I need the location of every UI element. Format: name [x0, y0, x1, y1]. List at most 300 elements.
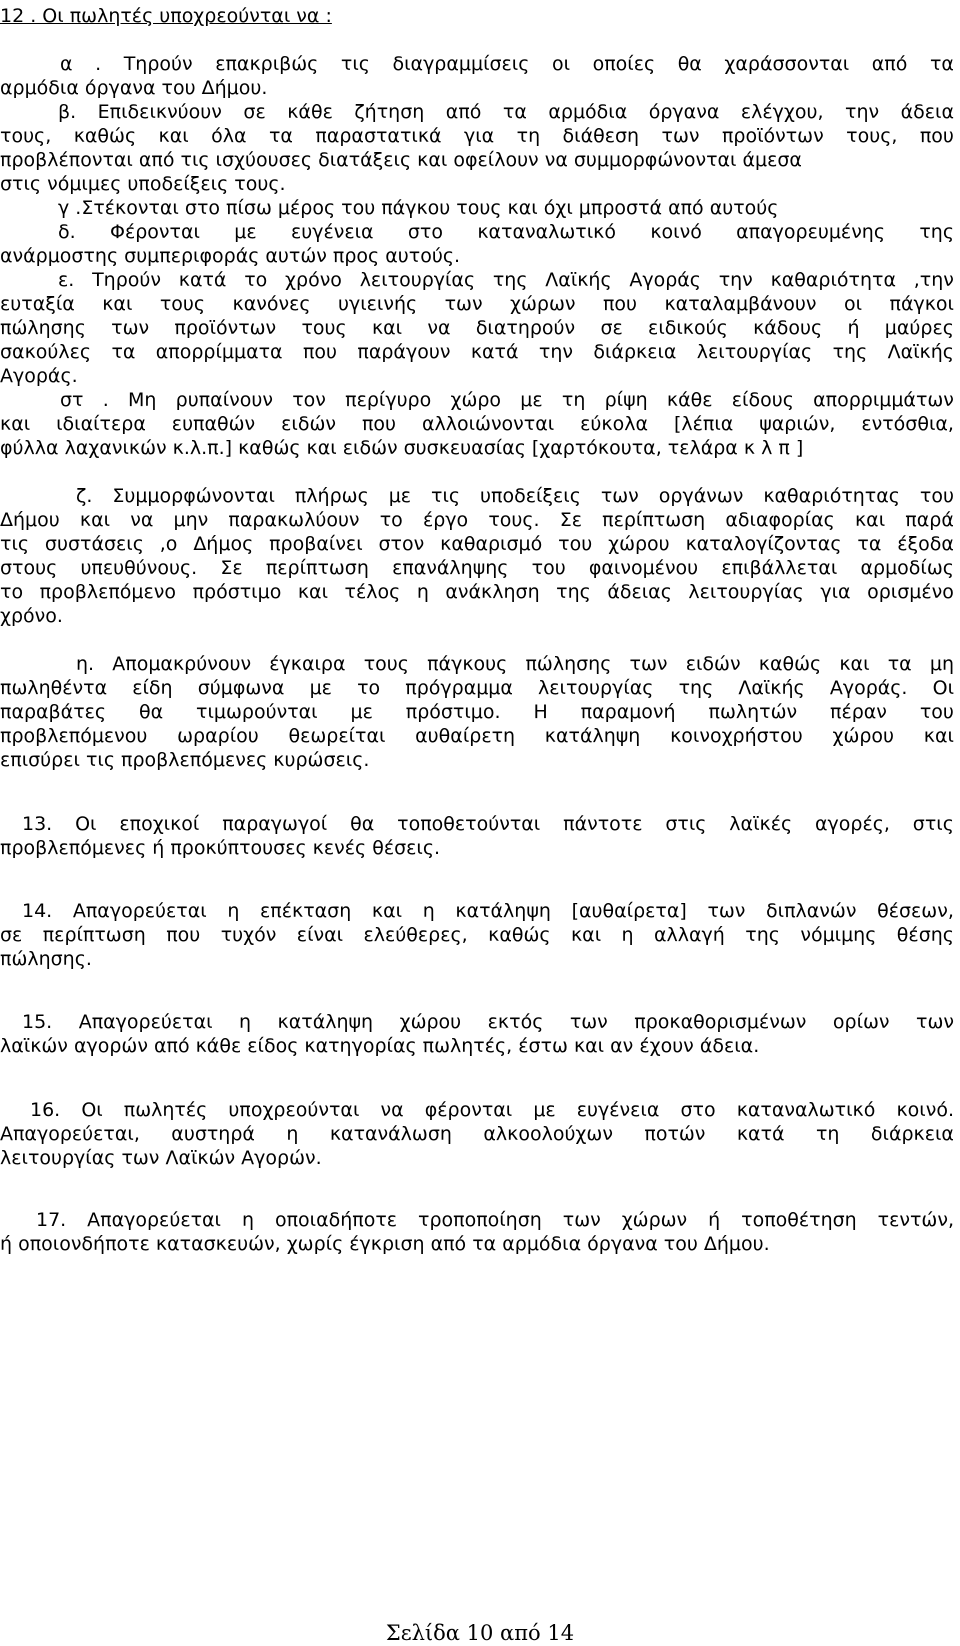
word: Οι	[75, 813, 97, 835]
word: του	[919, 485, 954, 507]
word: αλλαγή	[654, 924, 725, 946]
word: ρυπαίνουν	[175, 389, 273, 411]
word: των	[562, 1209, 601, 1231]
word: τα	[887, 653, 912, 675]
word: κάθε	[287, 101, 333, 123]
word: Τηρούν	[123, 53, 193, 75]
word: ειδών	[281, 413, 336, 435]
word: τοποθέτηση	[741, 1209, 857, 1231]
word: ευγένεια	[576, 1099, 660, 1121]
word: να	[427, 317, 451, 339]
word: και	[297, 581, 329, 603]
word: των	[629, 653, 668, 675]
word: τροποποίηση	[418, 1209, 542, 1231]
word: παρά	[905, 509, 954, 531]
word: μην	[173, 509, 209, 531]
word: τον	[292, 389, 326, 411]
word: Τηρούν	[92, 269, 162, 291]
text-line-zeta-6: χρόνο.	[0, 605, 63, 627]
text-line-14-2	[0, 923, 954, 947]
word: τιμωρούνται	[196, 701, 318, 723]
word: κατάληψη	[455, 900, 551, 922]
word: προβλεπόμενο	[39, 581, 177, 603]
word: περίπτωση	[602, 509, 706, 531]
word: τους.	[488, 509, 540, 531]
text-line-16-2	[0, 1122, 954, 1146]
word: πλήρως	[294, 485, 369, 507]
word: διάθεση	[562, 125, 640, 147]
word: Δήμου	[0, 509, 60, 531]
text-line-epsilon-1	[58, 268, 954, 292]
word: παραβάτες	[0, 701, 107, 723]
text-line-eta-2	[0, 676, 954, 700]
word: πάγκοι	[889, 293, 954, 315]
text-line-st-3: φύλλα λαχανικών κ.λ.π.] καθώς και ειδών συσκευασίας [χαρτόκουτα, τελάρα κ λ π ]	[0, 437, 804, 459]
word: όλα	[211, 125, 247, 147]
word: που	[302, 341, 338, 363]
word: 14.	[22, 900, 53, 922]
word: τους	[159, 293, 206, 315]
word: λειτουργίας	[688, 581, 804, 603]
word: τους,	[0, 125, 52, 147]
text-line-zeta-5	[0, 580, 954, 604]
word: καταλογίζοντας	[685, 533, 842, 555]
word: εύκολα	[580, 413, 649, 435]
text-line-13-2: προβλεπόμενες ή προκύπτουσες κενές θέσεις.	[0, 837, 441, 859]
word: νόμιμης	[800, 924, 877, 946]
word: της	[678, 677, 714, 699]
word: ιδιαίτερα	[56, 413, 146, 435]
text-line-gamma-1: γ .Στέκονται στο πίσω μέρος του πάγκου τους και όχι μπροστά από αυτούς	[58, 197, 779, 219]
word: οποιαδήποτε	[274, 1209, 398, 1231]
word: πρόστιμο	[192, 581, 282, 603]
word: τα	[929, 53, 954, 75]
word: Μη	[128, 389, 157, 411]
word: αγορές,	[815, 813, 890, 835]
word: σακούλες	[0, 341, 92, 363]
word: ελέγχου,	[740, 101, 824, 123]
word: η	[227, 900, 240, 922]
word: των	[569, 1011, 608, 1033]
word: τοποθετούνται	[397, 813, 541, 835]
word: καταναλωτικό	[736, 1099, 876, 1121]
word: κανόνες	[232, 293, 311, 315]
text-line-16-1	[30, 1098, 954, 1122]
word: πρόστιμο.	[405, 701, 501, 723]
word: Επιδεικνύουν	[97, 101, 222, 123]
word: η	[241, 1209, 254, 1231]
word: Οι	[81, 1099, 103, 1121]
word: περίπτωση	[42, 924, 146, 946]
word: τις	[431, 485, 461, 507]
word: η	[239, 1011, 252, 1033]
word: την	[718, 269, 753, 291]
word: 15.	[22, 1011, 53, 1033]
text-line-eta-3	[0, 700, 954, 724]
word: καθαριότητα	[770, 269, 896, 291]
word: χώρων	[621, 1209, 688, 1231]
word: διαγραμμίσεις	[392, 53, 530, 75]
word: περίγυρο	[345, 389, 432, 411]
word: έξοδα	[897, 533, 954, 555]
word: πέραν	[830, 701, 887, 723]
word: χώρου	[399, 1011, 462, 1033]
word: η.	[76, 653, 95, 675]
word: Αγοράς	[629, 269, 701, 291]
word: αυστηρά	[171, 1123, 255, 1145]
word: στον	[378, 533, 425, 555]
word: έγκαιρα	[269, 653, 346, 675]
word: παρακωλύουν	[228, 509, 360, 531]
word: Οι	[932, 677, 954, 699]
word: Δήμος	[193, 533, 254, 555]
word: την	[538, 341, 573, 363]
word: πωληθέντα	[0, 677, 108, 699]
word: οι	[551, 53, 571, 75]
word: και	[371, 900, 403, 922]
text-line-delta-2: ανάρμοστης συμπεριφοράς αυτών προς αυτούς.	[0, 245, 461, 267]
word: αλκοολούχων	[483, 1123, 613, 1145]
word: είδους	[731, 389, 794, 411]
word: το	[244, 269, 268, 291]
word: τους,	[846, 125, 898, 147]
text-line-st-1	[60, 388, 954, 412]
word: των	[111, 317, 150, 339]
word: κατά	[736, 1123, 785, 1145]
word: ειδικούς	[648, 317, 728, 339]
word: στις	[912, 813, 954, 835]
word: των	[916, 1011, 954, 1033]
word: ωραρίου	[177, 725, 259, 747]
word: κάδους	[753, 317, 823, 339]
word: β.	[58, 101, 77, 123]
text-line-epsilon-2	[0, 292, 954, 316]
word: παραγωγοί	[222, 813, 328, 835]
word: ορίων	[832, 1011, 890, 1033]
word: χώρων	[510, 293, 576, 315]
word: συστάσεις	[44, 533, 144, 555]
word: λειτουργίας	[696, 341, 813, 363]
word: [λέπια	[673, 413, 734, 435]
word: υποχρεούνται	[228, 1099, 360, 1121]
word: από	[871, 53, 908, 75]
word: πώλησης	[0, 317, 86, 339]
word: ε.	[58, 269, 75, 291]
word: προβαίνει	[269, 533, 363, 555]
word: διάρκεια	[593, 341, 677, 363]
word: και	[79, 509, 111, 531]
word: στις	[665, 813, 707, 835]
word: των	[600, 485, 639, 507]
word: της	[492, 269, 528, 291]
word: πάγκους	[427, 653, 508, 675]
word: στους	[0, 557, 58, 579]
word: του	[919, 701, 954, 723]
word: θεωρείται	[288, 725, 386, 747]
word: οι	[843, 293, 863, 315]
word: επανάληψης	[392, 557, 509, 579]
text-line-beta-3: προβλέπονται από τις ισχύουσες διατάξεις και οφείλουν να συμμορφώνονται άμεσα	[0, 149, 802, 171]
word: να	[380, 1099, 404, 1121]
word: που	[166, 924, 201, 946]
word: προκαθορισμένων	[634, 1011, 807, 1033]
word: ευταξία	[0, 293, 75, 315]
text-line-alpha-2: αρμόδια όργανα του Δήμου.	[0, 77, 268, 99]
word: θέσης	[896, 924, 954, 946]
word: του	[558, 533, 593, 555]
word: η	[286, 1123, 299, 1145]
word: με	[309, 677, 332, 699]
word: έργο	[422, 509, 469, 531]
word: Απαγορεύεται	[87, 1209, 221, 1231]
word: αδιαφορίας	[725, 509, 835, 531]
word: τεντών,	[877, 1209, 954, 1231]
text-line-eta-5: επισύρει τις προβλεπόμενες κυρώσεις.	[0, 749, 370, 771]
word: πωλητές	[123, 1099, 208, 1121]
word: λειτουργίας	[359, 269, 476, 291]
word: Συμμορφώνονται	[112, 485, 275, 507]
word: προϊόντων	[721, 125, 824, 147]
word: καθώς	[73, 125, 137, 147]
word: τη	[516, 125, 541, 147]
text-line-zeta-4	[0, 556, 954, 580]
text-line-delta-1	[58, 220, 954, 244]
word: είναι	[296, 924, 344, 946]
word: σύμφωνα	[197, 677, 285, 699]
text-line-zeta-1	[76, 484, 954, 508]
text-line-zeta-3	[0, 532, 954, 556]
word: ποτών	[644, 1123, 706, 1145]
word: αρμόδια	[548, 101, 628, 123]
word: κοινό	[650, 221, 702, 243]
word: σε	[0, 924, 23, 946]
word: Απομακρύνουν	[112, 653, 252, 675]
text-line-14-3: πώλησης.	[0, 948, 92, 970]
word: κατάληψη	[544, 725, 641, 747]
word: υπευθύνους.	[80, 557, 198, 579]
word: Λαϊκής	[738, 677, 805, 699]
word: των	[661, 125, 700, 147]
word: και	[570, 924, 602, 946]
word: Σε	[220, 557, 243, 579]
word: Σε	[559, 509, 582, 531]
word: των	[444, 293, 483, 315]
word: πάντοτε	[563, 813, 643, 835]
word: άδειας	[607, 581, 672, 603]
word: τυχόν	[220, 924, 277, 946]
word: μη	[929, 653, 954, 675]
word: ζ.	[76, 485, 93, 507]
word: πρόγραμμα	[405, 677, 513, 699]
word: και	[854, 509, 886, 531]
word: χώρο	[450, 389, 502, 411]
word: της	[556, 581, 591, 603]
word: καταναλωτικό	[477, 221, 616, 243]
text-line-17-1	[36, 1208, 954, 1232]
word: .	[95, 53, 102, 75]
word: και	[923, 725, 954, 747]
word: 17.	[36, 1209, 67, 1231]
word: χρόνο	[285, 269, 342, 291]
text-line-eta-4	[0, 724, 954, 748]
word: Απαγορεύεται	[72, 900, 207, 922]
word: παραμονή	[580, 701, 676, 723]
word: είδη	[132, 677, 173, 699]
word: απορριμμάτων	[813, 389, 954, 411]
word: οργάνων	[658, 485, 744, 507]
word: της	[919, 221, 954, 243]
word: σε	[243, 101, 266, 123]
word: επακριβώς	[215, 53, 319, 75]
word: και	[371, 317, 403, 339]
word: το	[357, 677, 381, 699]
text-line-st-2	[0, 412, 954, 436]
word: υποδείξεις	[480, 485, 581, 507]
word: Λαϊκής	[545, 269, 612, 291]
word: εποχικοί	[119, 813, 200, 835]
word: στ	[60, 389, 84, 411]
word: Η	[533, 701, 548, 723]
text-line-15-2: λαϊκών αγορών από κάθε είδος κατηγορίας πωλητές, έστω και αν έχουν άδεια.	[0, 1035, 760, 1057]
word: μαύρες	[884, 317, 954, 339]
text-line-alpha-1	[60, 52, 954, 76]
text-line-16-3: λειτουργίας των Λαϊκών Αγορών.	[0, 1147, 322, 1169]
word: διατηρούν	[475, 317, 576, 339]
word: υγιεινής	[337, 293, 418, 315]
word: επιβάλλεται	[721, 557, 838, 579]
word: ψαριών,	[759, 413, 836, 435]
text-line-beta-2	[0, 124, 954, 148]
word: ρίψη	[604, 389, 648, 411]
word: με	[388, 485, 412, 507]
word: για	[463, 125, 495, 147]
word: που	[919, 125, 954, 147]
word: ορισμένο	[867, 581, 954, 603]
word: των	[707, 900, 746, 922]
word: λαϊκές	[729, 813, 793, 835]
word: διάρκεια	[870, 1123, 954, 1145]
word: καθώς	[488, 924, 551, 946]
word: περίπτωση	[265, 557, 369, 579]
word: με	[234, 221, 257, 243]
word: τις	[340, 53, 370, 75]
word: η	[416, 581, 429, 603]
word: [αυθαίρετα]	[571, 900, 687, 922]
word: ή	[708, 1209, 721, 1231]
word: χαράσσονται	[724, 53, 850, 75]
word: πώλησης	[525, 653, 612, 675]
word: από	[445, 101, 482, 123]
word: ειδών	[685, 653, 741, 675]
word: και	[158, 125, 189, 147]
word: τη	[815, 1123, 840, 1145]
word: ή	[847, 317, 860, 339]
word: τη	[561, 389, 586, 411]
word: της	[745, 924, 780, 946]
word: παράγουν	[357, 341, 451, 363]
text-line-epsilon-3	[0, 316, 954, 340]
word: 13.	[22, 813, 53, 835]
word: καταλαμβάνουν	[664, 293, 817, 315]
text-line-13-1	[22, 812, 954, 836]
word: κατά	[178, 269, 227, 291]
word: με	[533, 1099, 556, 1121]
word: εκτός	[487, 1011, 544, 1033]
word: τα	[268, 125, 293, 147]
word: να	[130, 509, 154, 531]
word: δ.	[58, 221, 76, 243]
word: τις	[0, 533, 30, 555]
text-line-eta-1	[76, 652, 954, 676]
word: ,την	[913, 269, 954, 291]
word: τα	[502, 101, 527, 123]
text-line-epsilon-4	[0, 340, 954, 364]
word: στο	[407, 221, 443, 243]
word: κοινοχρήστου	[670, 725, 803, 747]
word: κάθε	[666, 389, 713, 411]
word: το	[0, 581, 24, 603]
word: .	[102, 389, 109, 411]
page-number-footer: Σελίδα 10 από 14	[385, 1621, 575, 1645]
word: τέλος	[344, 581, 401, 603]
word: ,ο	[159, 533, 178, 555]
word: καθώς	[758, 653, 822, 675]
word: και	[839, 653, 870, 675]
word: χώρου	[832, 725, 895, 747]
word: οποίες	[592, 53, 656, 75]
word: κατάληψη	[277, 1011, 374, 1033]
word: Λαϊκής	[887, 341, 954, 363]
word: ευγένεια	[290, 221, 374, 243]
word: α	[60, 53, 73, 75]
word: ζήτηση	[354, 101, 425, 123]
text-line-15-1	[22, 1010, 954, 1034]
word: και	[0, 413, 31, 435]
word: η	[621, 924, 634, 946]
word: άδεια	[900, 101, 954, 123]
word: Αγοράς.	[829, 677, 908, 699]
section-heading-12: 12 . Οι πωλητές υποχρεούνται να :	[0, 5, 332, 27]
word: με	[350, 701, 373, 723]
word: όργανα	[648, 101, 720, 123]
word: 16.	[30, 1099, 61, 1121]
word: σε	[600, 317, 623, 339]
word: φαινομένου	[588, 557, 699, 579]
word: επέκταση	[260, 900, 352, 922]
word: θέσεων,	[877, 900, 954, 922]
word: διπλανών	[766, 900, 857, 922]
word: φέρονται	[424, 1099, 513, 1121]
word: Απαγορεύεται,	[0, 1123, 140, 1145]
word: για	[820, 581, 851, 603]
word: που	[602, 293, 638, 315]
word: προϊόντων	[174, 317, 277, 339]
word: ελεύθερες,	[363, 924, 468, 946]
word: με	[520, 389, 543, 411]
word: κατά	[470, 341, 519, 363]
word: το	[379, 509, 403, 531]
text-line-14-1	[22, 899, 954, 923]
word: θα	[677, 53, 702, 75]
word: κατανάλωση	[329, 1123, 452, 1145]
word: θα	[138, 701, 164, 723]
word: απαγορευμένης	[736, 221, 886, 243]
word: του	[531, 557, 566, 579]
word: απορρίμματα	[155, 341, 283, 363]
word: ευπαθών	[171, 413, 256, 435]
word: λειτουργίας	[538, 677, 654, 699]
word: καθαριότητας	[763, 485, 900, 507]
